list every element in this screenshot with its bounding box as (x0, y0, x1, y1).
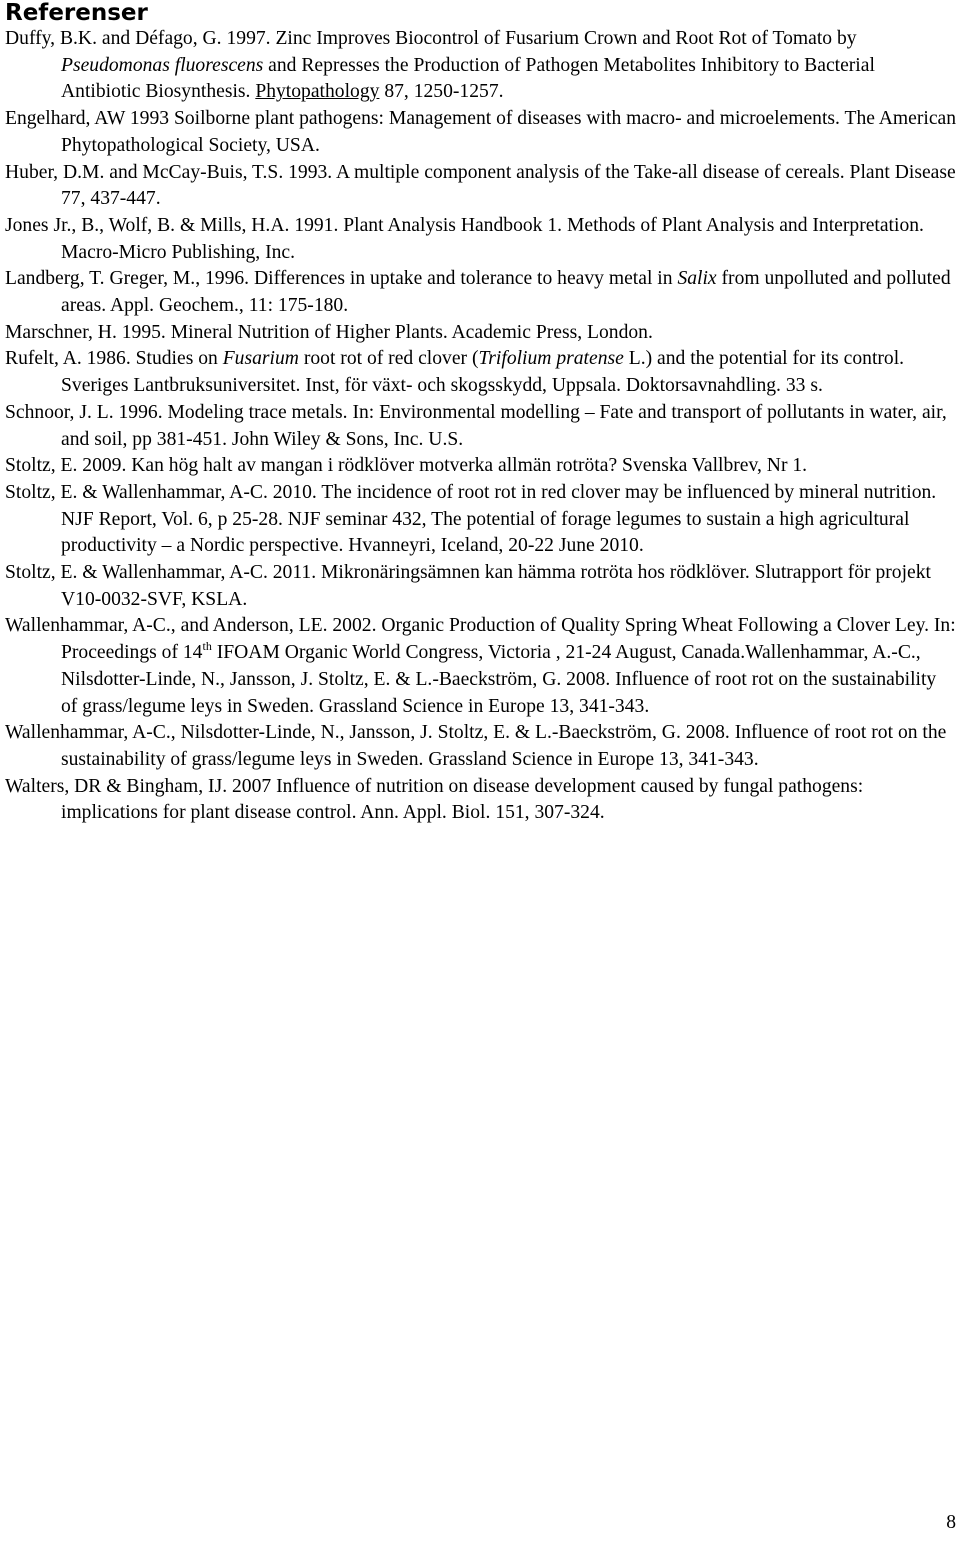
reference-item (5, 266, 957, 319)
reference-item (5, 160, 957, 213)
reference-text: Rufelt, A. 1986. Studies on (5, 348, 223, 370)
reference-text: Trifolium pratense (478, 348, 624, 370)
reference-item (5, 613, 957, 720)
reference-text: L.) and the potential for its control. Sveriges Lantbruksuniversitet. Inst, för växt- och skogsskydd, Uppsala. Doktorsavnahdling. 33 s. (61, 348, 905, 397)
reference-text: Stoltz, E. 2009. Kan hög halt av mangan i rödklöver motverka allmän rotröta? Svenska Vallbrev, Nr 1. (5, 455, 808, 477)
reference-item (5, 346, 957, 399)
reference-text: Landberg, T. Greger, M., 1996. Differences in uptake and tolerance to heavy metal in (5, 268, 678, 290)
reference-text: and Represses the Production of Pathogen Metabolites Inhibitory to Bacterial Antibiotic Biosynthesis. (61, 54, 875, 103)
reference-item (5, 480, 957, 560)
reference-item (5, 720, 957, 773)
reference-item (5, 560, 957, 613)
reference-text: IFOAM Organic World Congress, Victoria , 21-24 August, Canada.Wallenhammar, A.-C., Nilsdotter-Linde, N., Jansson, J. Stoltz, E. & L.-Baeckström, G. 2008. Influence of root rot on the sustainability of grass/legume leys in Sweden. Grassland Science in Europe 13, 341-343. (61, 642, 937, 717)
reference-text: Marschner, H. 1995. Mineral Nutrition of Higher Plants. Academic Press, London. (5, 321, 653, 343)
reference-item (5, 400, 957, 453)
reference-text: Jones Jr., B., Wolf, B. & Mills, H.A. 1991. Plant Analysis Handbook 1. Methods of Plant Analysis and Interpretation. Macro-Micro Publishing, Inc. (5, 214, 924, 263)
reference-item (5, 213, 957, 266)
page-heading: Referenser (5, 0, 148, 26)
reference-item (5, 106, 957, 159)
reference-text: from unpolluted and polluted areas. Appl. Geochem., 11: 175-180. (61, 268, 951, 317)
reference-text: Stoltz, E. & Wallenhammar, A-C. 2011. Mikronäringsämnen kan hämma rotröta hos rödklöver. Slutrapport för projekt V10-0032-SVF, KSLA. (5, 562, 931, 610)
reference-text: 87, 1250-1257. (379, 81, 504, 103)
reference-text: Duffy, B.K. and Défago, G. 1997. Zinc Improves Biocontrol of Fusarium Crown and Root Rot of Tomato by (5, 28, 857, 49)
reference-item (5, 774, 957, 827)
reference-text: Stoltz, E. & Wallenhammar, A-C. 2010. The incidence of root rot in red clover may be influenced by mineral nutrition. NJF Report, Vol. 6, p 25-28. NJF seminar 432, The potential of forage legumes to sustain a high agricultural productivity – a Nordic perspective. Hvanneyri, Iceland, 20-22 June 2010. (5, 481, 937, 557)
reference-text: Pseudomonas fluorescens (61, 54, 264, 76)
reference-text: Wallenhammar, A-C., and Anderson, LE. 2002. Organic Production of Quality Spring Wheat Following a Clover Ley. In: Proceedings of 14 (5, 615, 956, 664)
reference-text: Huber, D.M. and McCay-Buis, T.S. 1993. A multiple component analysis of the Take-all disease of cereals. Plant Disease 77, 437-447. (5, 161, 956, 210)
reference-item (5, 453, 957, 480)
reference-text: root rot of red clover ( (298, 348, 479, 370)
reference-text: Fusarium (222, 348, 299, 370)
reference-text: th (202, 639, 212, 654)
reference-text: Schnoor, J. L. 1996. Modeling trace metals. In: Environmental modelling – Fate and transport of pollutants in water, air, and soil, pp 381-451. John Wiley & Sons, Inc. U.S. (5, 401, 947, 450)
reference-item (5, 320, 957, 347)
reference-list (5, 26, 957, 827)
page-number: 8 (946, 1512, 956, 1533)
reference-text: Engelhard, AW 1993 Soilborne plant pathogens: Management of diseases with macro- and microelements. The American Phytopathological Society, USA. (5, 108, 957, 156)
reference-text: Salix (677, 268, 717, 290)
reference-item (5, 26, 957, 106)
reference-text: Phytopathology (255, 81, 380, 103)
reference-text: Walters, DR & Bingham, IJ. 2007 Influence of nutrition on disease development caused by fungal pathogens: implications for plant disease control. Ann. Appl. Biol. 151, 307-324. (5, 775, 864, 824)
reference-text: Wallenhammar, A-C., Nilsdotter-Linde, N., Jansson, J. Stoltz, E. & L.-Baeckström, G. 2008. Influence of root rot on the sustainability of grass/legume leys in Sweden. Grassland Science in Europe 13, 341-343. (5, 722, 947, 770)
